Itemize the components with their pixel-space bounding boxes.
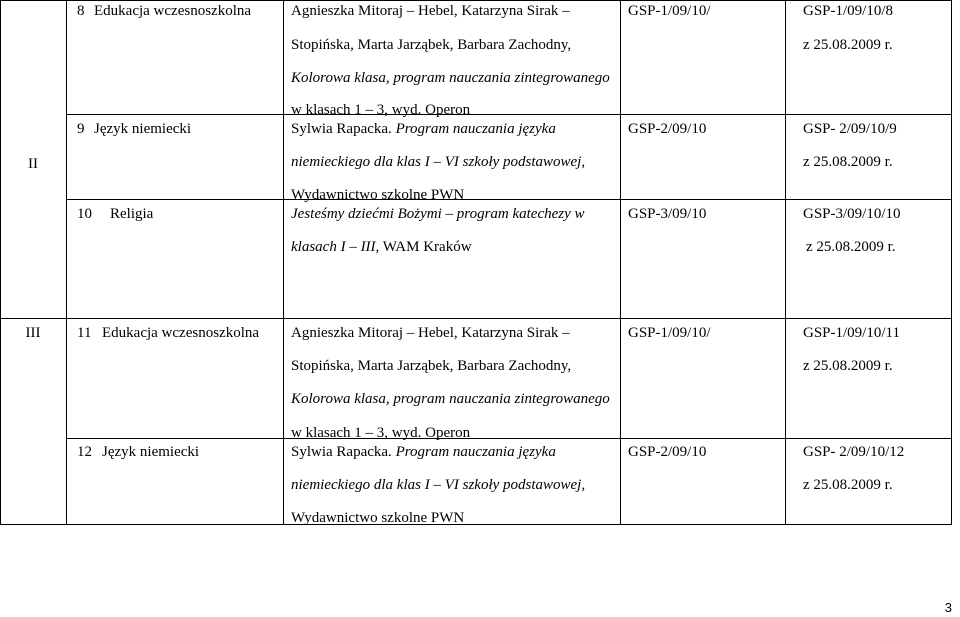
program-line: w klasach 1 – 3, wyd. Operon	[291, 425, 471, 441]
col-border-right	[951, 0, 952, 525]
program-line: w klasach 1 – 3, wyd. Operon	[291, 102, 471, 118]
program-code: GSP-3/09/10	[628, 206, 707, 222]
approval-number: GSP-1/09/10/8	[803, 3, 894, 19]
program-line: Sylwia Rapacka. Program nauczania języka	[291, 444, 556, 460]
col-divider	[283, 0, 284, 525]
program-line: Sylwia Rapacka. Program nauczania języka	[291, 121, 556, 137]
approval-date: z 25.08.2009 r.	[803, 358, 893, 374]
row-number: 11	[77, 325, 92, 341]
level-cell: II	[28, 156, 38, 172]
row-number: 10	[77, 206, 92, 222]
table-border-bottom	[0, 524, 952, 525]
subject-cell: Religia	[110, 206, 154, 222]
program-line: Stopińska, Marta Jarząbek, Barbara Zachodny,	[291, 37, 572, 53]
row-divider	[66, 438, 952, 439]
program-code: GSP-1/09/10/	[628, 325, 711, 341]
row-divider	[66, 114, 952, 115]
program-line: Wydawnictwo szkolne PWN	[291, 510, 465, 526]
program-line: Kolorowa klasa, program nauczania zintegrowanego	[291, 391, 610, 407]
approval-number: GSP- 2/09/10/12	[803, 444, 905, 460]
approval-date: z 25.08.2009 r.	[803, 37, 893, 53]
page-number: 3	[944, 600, 952, 615]
program-line: niemieckiego dla klas I – VI szkoły podstawowej,	[291, 154, 586, 170]
program-line: Agnieszka Mitoraj – Hebel, Katarzyna Sirak –	[291, 3, 570, 19]
row-divider	[66, 199, 952, 200]
subject-cell: Język niemiecki	[94, 121, 192, 137]
program-line: Kolorowa klasa, program nauczania zintegrowanego	[291, 70, 610, 86]
program-line: Jesteśmy dziećmi Bożymi – program katechezy w	[291, 206, 585, 222]
table-border-top	[0, 0, 952, 1]
subject-cell: Język niemiecki	[102, 444, 200, 460]
subject-cell: Edukacja wczesnoszkolna	[94, 3, 252, 19]
col-border-left	[0, 0, 1, 525]
program-line: Agnieszka Mitoraj – Hebel, Katarzyna Sirak –	[291, 325, 570, 341]
level-cell: III	[25, 325, 41, 341]
col-divider	[785, 0, 786, 525]
program-line: klasach I – III, WAM Kraków	[291, 239, 472, 255]
col-divider	[66, 0, 67, 525]
row-number: 8	[77, 3, 85, 19]
row-number: 12	[77, 444, 92, 460]
approval-date: z 25.08.2009 r.	[803, 154, 893, 170]
program-line: niemieckiego dla klas I – VI szkoły podstawowej,	[291, 477, 586, 493]
approval-number: GSP-1/09/10/11	[803, 325, 900, 341]
col-divider	[620, 0, 621, 525]
row-number: 9	[77, 121, 85, 137]
row-divider	[0, 318, 952, 319]
program-line: Wydawnictwo szkolne PWN	[291, 187, 465, 203]
approval-number: GSP- 2/09/10/9	[803, 121, 897, 137]
program-line: Stopińska, Marta Jarząbek, Barbara Zachodny,	[291, 358, 572, 374]
approval-number: GSP-3/09/10/10	[803, 206, 901, 222]
program-code: GSP-2/09/10	[628, 121, 707, 137]
approval-date: z 25.08.2009 r.	[803, 477, 893, 493]
program-code: GSP-1/09/10/	[628, 3, 711, 19]
program-code: GSP-2/09/10	[628, 444, 707, 460]
approval-date: z 25.08.2009 r.	[806, 239, 896, 255]
subject-cell: Edukacja wczesnoszkolna	[102, 325, 260, 341]
